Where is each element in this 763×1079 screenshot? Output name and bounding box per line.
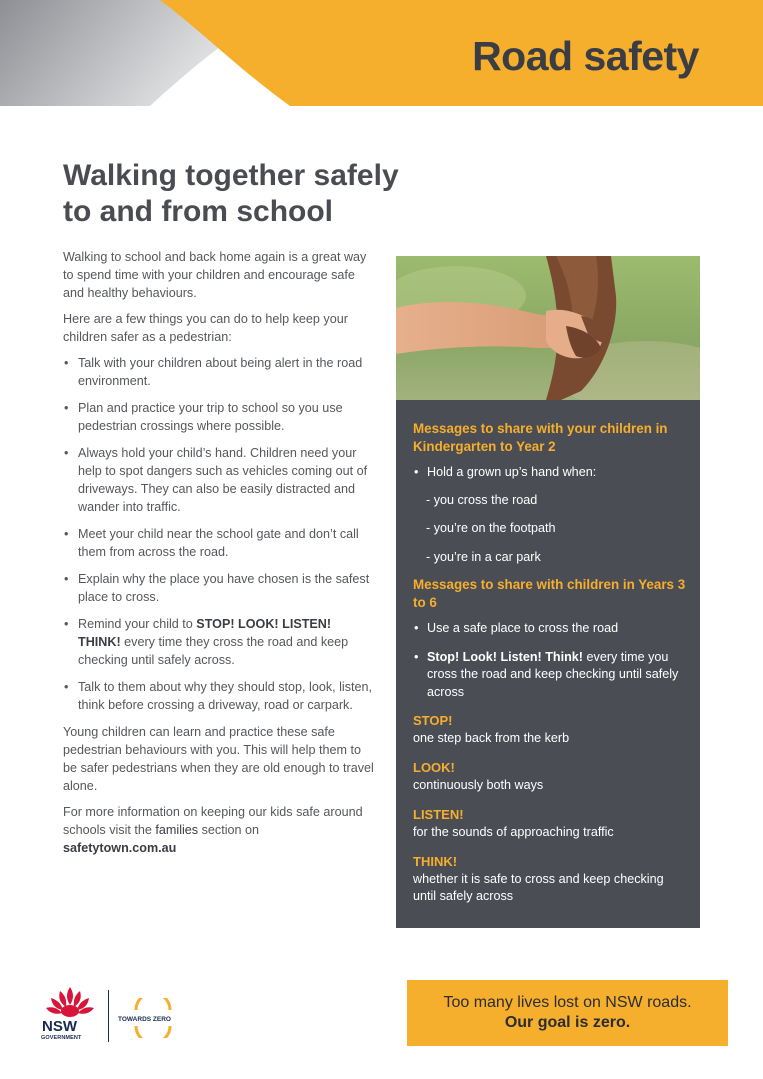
families-link[interactable]: families xyxy=(155,823,199,837)
towards-zero-label: TOWARDS ZERO xyxy=(118,1016,171,1023)
nsw-government-label: GOVERNMENT xyxy=(41,1035,82,1041)
remind-post: every time they cross the road and keep checking until safely across. xyxy=(78,635,349,667)
goal-banner xyxy=(407,980,728,1046)
stop-look-bold: Stop! Look! Listen! Think! xyxy=(427,649,584,664)
keyword-look-desc: continuously both ways xyxy=(413,777,544,792)
tip-item: • Plan and practice your trip to school so you use pedestrian crossings where possible. xyxy=(63,399,375,435)
keyword-listen-desc: for the sounds of approaching traffic xyxy=(413,824,614,839)
list-item: • Use a safe place to cross the road xyxy=(413,620,686,638)
hands-photo-illustration xyxy=(396,256,700,400)
page-title xyxy=(63,158,483,230)
panel-heading-3-6: Messages to share with children in Years 3 to 6 xyxy=(413,577,686,610)
panel-heading-k-2: Messages to share with your children in Kindergarten to Year 2 xyxy=(413,421,668,454)
keyword-think: THINK! xyxy=(413,854,458,869)
intro-paragraph-1: Walking to school and back home again is a great way to spend time with your children and encourage safe and healthy behaviours. xyxy=(63,250,367,300)
keyword-stop-desc: one step back from the kerb xyxy=(413,730,570,745)
dash-item: - you’re in a car park xyxy=(426,549,541,564)
more-info-pre: For more information on keeping our kids safe around schools visit the xyxy=(63,805,363,837)
dash-item: - you cross the road xyxy=(426,492,538,507)
tip-item: • Always hold your child’s hand. Children need your help to spot dangers such as vehicles coming out of driveways. They can also be easily distracted and wander into traffic. xyxy=(63,444,375,516)
goal-line-2: Our goal is zero. xyxy=(504,1014,631,1031)
tip-item-remind xyxy=(63,615,375,669)
list-item: • Hold a grown up’s hand when: xyxy=(413,464,686,482)
years-3-6-list xyxy=(413,620,686,701)
page-title-line1: Walking together safely xyxy=(63,159,399,192)
website-link[interactable]: safetytown.com.au xyxy=(63,841,177,855)
remind-bold: STOP! LOOK! LISTEN! THINK! xyxy=(78,617,332,649)
more-info-post: section on xyxy=(198,823,260,837)
header-title: Road safety xyxy=(472,33,699,79)
page-header xyxy=(0,0,763,106)
more-info-paragraph xyxy=(63,803,375,857)
tip-item: • Explain why the place you have chosen is the safest place to cross. xyxy=(63,570,375,606)
page-title-line2: to and from school xyxy=(63,195,333,228)
dash-item: - you’re on the footpath xyxy=(426,521,556,535)
stop-look-post: every time you cross the road and keep checking until safely across xyxy=(427,649,679,699)
remind-pre: Remind your child to xyxy=(78,617,197,631)
nsw-wordmark: NSW xyxy=(42,1018,77,1035)
tip-item: • Talk to them about why they should stop, look, listen, think before crossing a driveway, road or carpark. xyxy=(63,678,375,714)
k-2-list xyxy=(413,464,686,482)
outro-paragraph: Young children can learn and practice these safe pedestrian behaviours with you. This will help them to be safer pedestrians when they are old enough to travel alone. xyxy=(63,725,374,793)
tip-item: • Talk with your children about being alert in the road environment. xyxy=(63,354,375,390)
left-column xyxy=(63,248,375,865)
tip-item: • Meet your child near the school gate and don’t call them from across the road. xyxy=(63,525,375,561)
keyword-think-desc: whether it is safe to cross and keep checking until safely across xyxy=(413,871,664,903)
keyword-listen: LISTEN! xyxy=(413,807,464,822)
list-item xyxy=(413,649,686,702)
intro-paragraph-2: Here are a few things you can do to help keep your children safer as a pedestrian: xyxy=(63,312,348,344)
goal-line-1: Too many lives lost on NSW roads. xyxy=(443,994,692,1011)
messages-panel xyxy=(396,400,700,928)
logo-divider xyxy=(108,990,109,1042)
keyword-stop: STOP! xyxy=(413,713,453,728)
tips-list xyxy=(63,354,375,714)
keyword-look: LOOK! xyxy=(413,760,455,775)
hands-photo xyxy=(396,256,700,400)
